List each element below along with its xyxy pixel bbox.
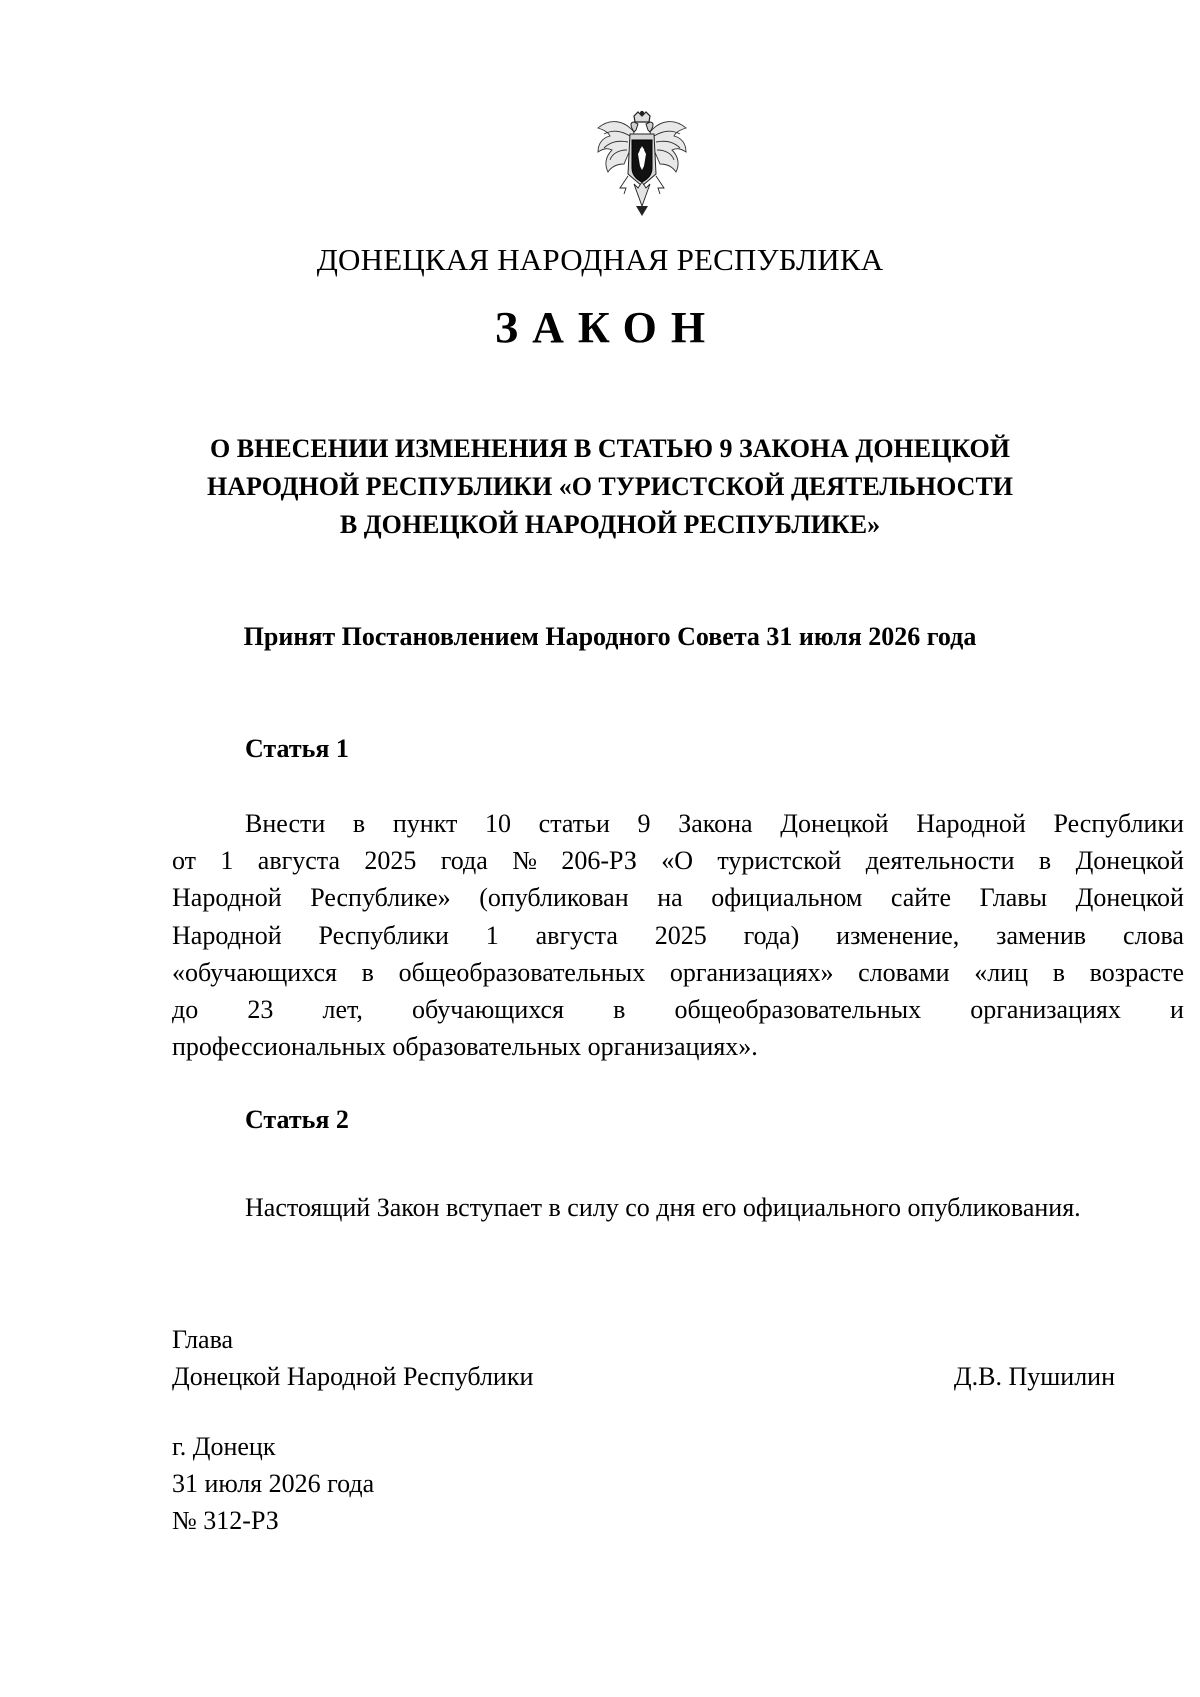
place-of-signing: г. Донецк bbox=[172, 1432, 276, 1461]
coat-of-arms-icon bbox=[594, 110, 690, 218]
heading-line: НАРОДНОЙ РЕСПУБЛИКИ «О ТУРИСТСКОЙ ДЕЯТЕЛЬНОСТИ bbox=[206, 472, 1014, 501]
paragraph-line: до 23 лет, обучающихся в общеобразовательных организациях и bbox=[172, 994, 1184, 1024]
paragraph-line: от 1 августа 2025 года № 206-РЗ «О туристской деятельности в Донецкой bbox=[172, 846, 1184, 876]
republic-name: ДОНЕЦКАЯ НАРОДНАЯ РЕСПУБЛИКА bbox=[316, 242, 884, 277]
article-1-text bbox=[172, 805, 1184, 1065]
article-2-title: Статья 2 bbox=[245, 1105, 349, 1134]
signatory-position-2: Донецкой Народной Республики bbox=[172, 1362, 534, 1391]
law-heading bbox=[170, 430, 1050, 544]
article-2-text: Настоящий Закон вступает в силу со дня его официального опубликования. bbox=[245, 1193, 1081, 1222]
signing-date: 31 июля 2026 года bbox=[172, 1469, 375, 1498]
law-number: № 312-РЗ bbox=[172, 1506, 279, 1535]
adoption-statement: Принят Постановлением Народного Совета 31 июля 2026 года bbox=[243, 622, 977, 651]
paragraph-line: Народной Республики 1 августа 2025 года) изменение, заменив слова bbox=[172, 920, 1184, 950]
document-type: ЗАКОН bbox=[494, 303, 720, 352]
heading-line: О ВНЕСЕНИИ ИЗМЕНЕНИЯ В СТАТЬЮ 9 ЗАКОНА ДОНЕЦКОЙ bbox=[210, 434, 1010, 463]
paragraph-line: Внести в пункт 10 статьи 9 Закона Донецкой Народной Республики bbox=[245, 809, 1184, 838]
signatory-name: Д.В. Пушилин bbox=[953, 1362, 1115, 1391]
paragraph-line: профессиональных образовательных организациях». bbox=[172, 1032, 758, 1062]
heading-line: В ДОНЕЦКОЙ НАРОДНОЙ РЕСПУБЛИКЕ» bbox=[339, 510, 881, 539]
article-1-title: Статья 1 bbox=[245, 734, 349, 763]
signatory-position: Глава bbox=[172, 1325, 234, 1354]
paragraph-line: Народной Республике» (опубликован на официальном сайте Главы Донецкой bbox=[172, 883, 1184, 913]
paragraph-line: «обучающихся в общеобразовательных организациях» словами «лиц в возрасте bbox=[172, 957, 1184, 987]
